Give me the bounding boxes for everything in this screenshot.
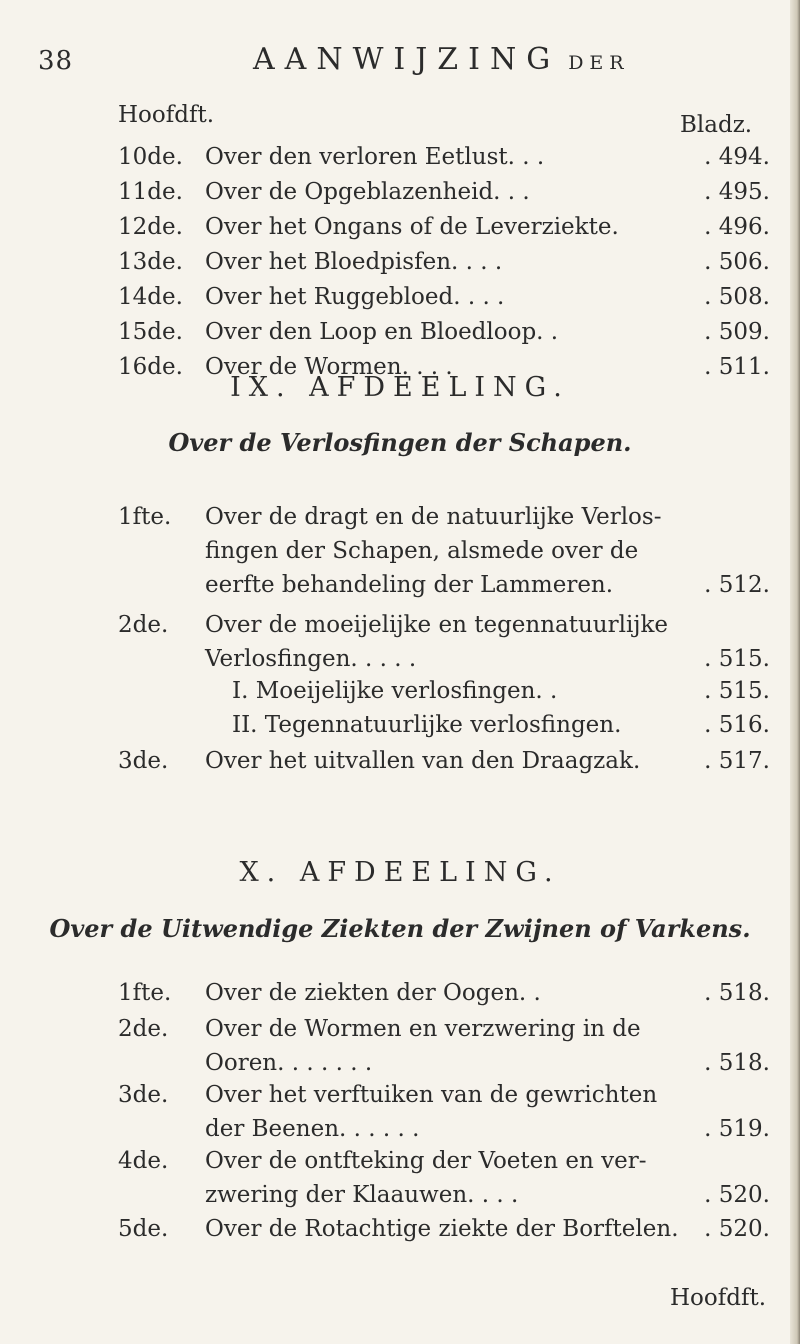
entry-line: Ooren. . . . . . . (205, 1050, 373, 1076)
page-reference: . 517. (704, 748, 770, 774)
page-reference: . 520. (704, 1182, 770, 1208)
page-reference: . 515. (704, 646, 770, 672)
entry-line: Verlosfingen. . . . . (205, 646, 417, 672)
entry-line: der Beenen. . . . . . (205, 1116, 420, 1142)
entry-title: Over de Wormen. . . . (205, 354, 453, 380)
entry-line: fingen der Schapen, alsmede over de (205, 538, 639, 564)
entry-line: Over de ontfteking der Voeten en ver- (205, 1148, 647, 1174)
page-number: 38 (38, 46, 74, 76)
toc-entry (118, 175, 770, 209)
running-title-main: AANWIJZING (253, 42, 561, 77)
page-reference: . 515. (704, 678, 770, 704)
page-reference: . 519. (704, 1116, 770, 1142)
chapter-number: 16de. (118, 354, 183, 380)
chapter-number: 13de. (118, 249, 183, 275)
toc-entry (118, 315, 770, 349)
chapter-number: 12de. (118, 214, 183, 240)
entry-title: Over den Loop en Bloedloop. . (205, 319, 559, 345)
toc-entry (118, 1144, 770, 1212)
entry-line: Over de Rotachtige ziekte der Borftelen. (205, 1216, 679, 1242)
toc-entry (118, 1012, 770, 1080)
chapter-number: 14de. (118, 284, 183, 310)
toc-entry (118, 245, 770, 279)
page-edge-shadow (790, 0, 800, 1344)
toc-entry (118, 500, 770, 602)
toc-entry (118, 608, 770, 676)
chapter-number: 2de. (118, 612, 169, 638)
page-reference: . 496. (704, 214, 770, 240)
entry-title: Over den verloren Eetlust. . . (205, 144, 545, 170)
entry-line: I. Moeijelijke verlosfingen. . (232, 678, 558, 704)
chapter-number: 15de. (118, 319, 183, 345)
toc-entry (118, 1212, 770, 1246)
page-reference: . 516. (704, 712, 770, 738)
section-9-subtitle: Over de Verlosfingen der Schapen. (168, 428, 632, 457)
entry-line: Over het verftuiken van de gewrichten (205, 1082, 658, 1108)
running-title-small: DER (568, 52, 630, 74)
chapter-number: 1fte. (118, 504, 172, 530)
section-10-title: X. AFDEELING. (239, 857, 561, 888)
catchword: Hoofdft. (670, 1285, 767, 1311)
chapter-number: 4de. (118, 1148, 169, 1174)
entry-title: Over het Ongans of de Leverziekte. (205, 214, 619, 240)
running-title (253, 42, 630, 77)
entry-line: II. Tegennatuurlijke verlosfingen. (232, 712, 622, 738)
toc-entry (118, 744, 770, 778)
toc-entry (118, 674, 770, 708)
page-reference: . 509. (704, 319, 770, 345)
section-10-subtitle: Over de Uitwendige Ziekten der Zwijnen of Varkens. (49, 914, 751, 943)
chapter-number: 10de. (118, 144, 183, 170)
page-reference: . 518. (704, 1050, 770, 1076)
entry-line: Over de moeijelijke en tegennatuurlijke (205, 612, 668, 638)
toc-entry (118, 210, 770, 244)
chapter-number: 3de. (118, 1082, 169, 1108)
page-reference: . 512. (704, 572, 770, 598)
chapter-number: 2de. (118, 1016, 169, 1042)
page-reference: . 506. (704, 249, 770, 275)
page-reference: . 494. (704, 144, 770, 170)
entry-line: Over de ziekten der Oogen. . (205, 980, 541, 1006)
page-reference: . 495. (704, 179, 770, 205)
entry-title: Over het Bloedpisfen. . . . (205, 249, 503, 275)
entry-line: Over de dragt en de natuurlijke Verlos- (205, 504, 662, 530)
column-header: Bladz. (680, 112, 753, 138)
entry-title: Over het Ruggebloed. . . . (205, 284, 505, 310)
chapter-number: 5de. (118, 1216, 169, 1242)
page-reference: . 518. (704, 980, 770, 1006)
chapter-number: 3de. (118, 748, 169, 774)
chapter-number: 11de. (118, 179, 183, 205)
toc-entry (118, 280, 770, 314)
toc-entry (118, 708, 770, 742)
running-head (38, 42, 758, 86)
page-reference: . 508. (704, 284, 770, 310)
toc-entry (118, 140, 770, 174)
section-9-title: IX. AFDEELING. (230, 372, 570, 403)
entry-line: eerfte behandeling der Lammeren. (205, 572, 614, 598)
top-label: Hoofdft. (118, 102, 215, 128)
page-reference: . 511. (704, 354, 770, 380)
chapter-number: 1fte. (118, 980, 172, 1006)
entry-line: zwering der Klaauwen. . . . (205, 1182, 519, 1208)
entry-title: Over de Opgeblazenheid. . . (205, 179, 530, 205)
page-reference: . 520. (704, 1216, 770, 1242)
toc-entry (118, 976, 770, 1010)
toc-entry (118, 1078, 770, 1146)
entry-line: Over de Wormen en verzwering in de (205, 1016, 641, 1042)
entry-line: Over het uitvallen van den Draagzak. (205, 748, 641, 774)
